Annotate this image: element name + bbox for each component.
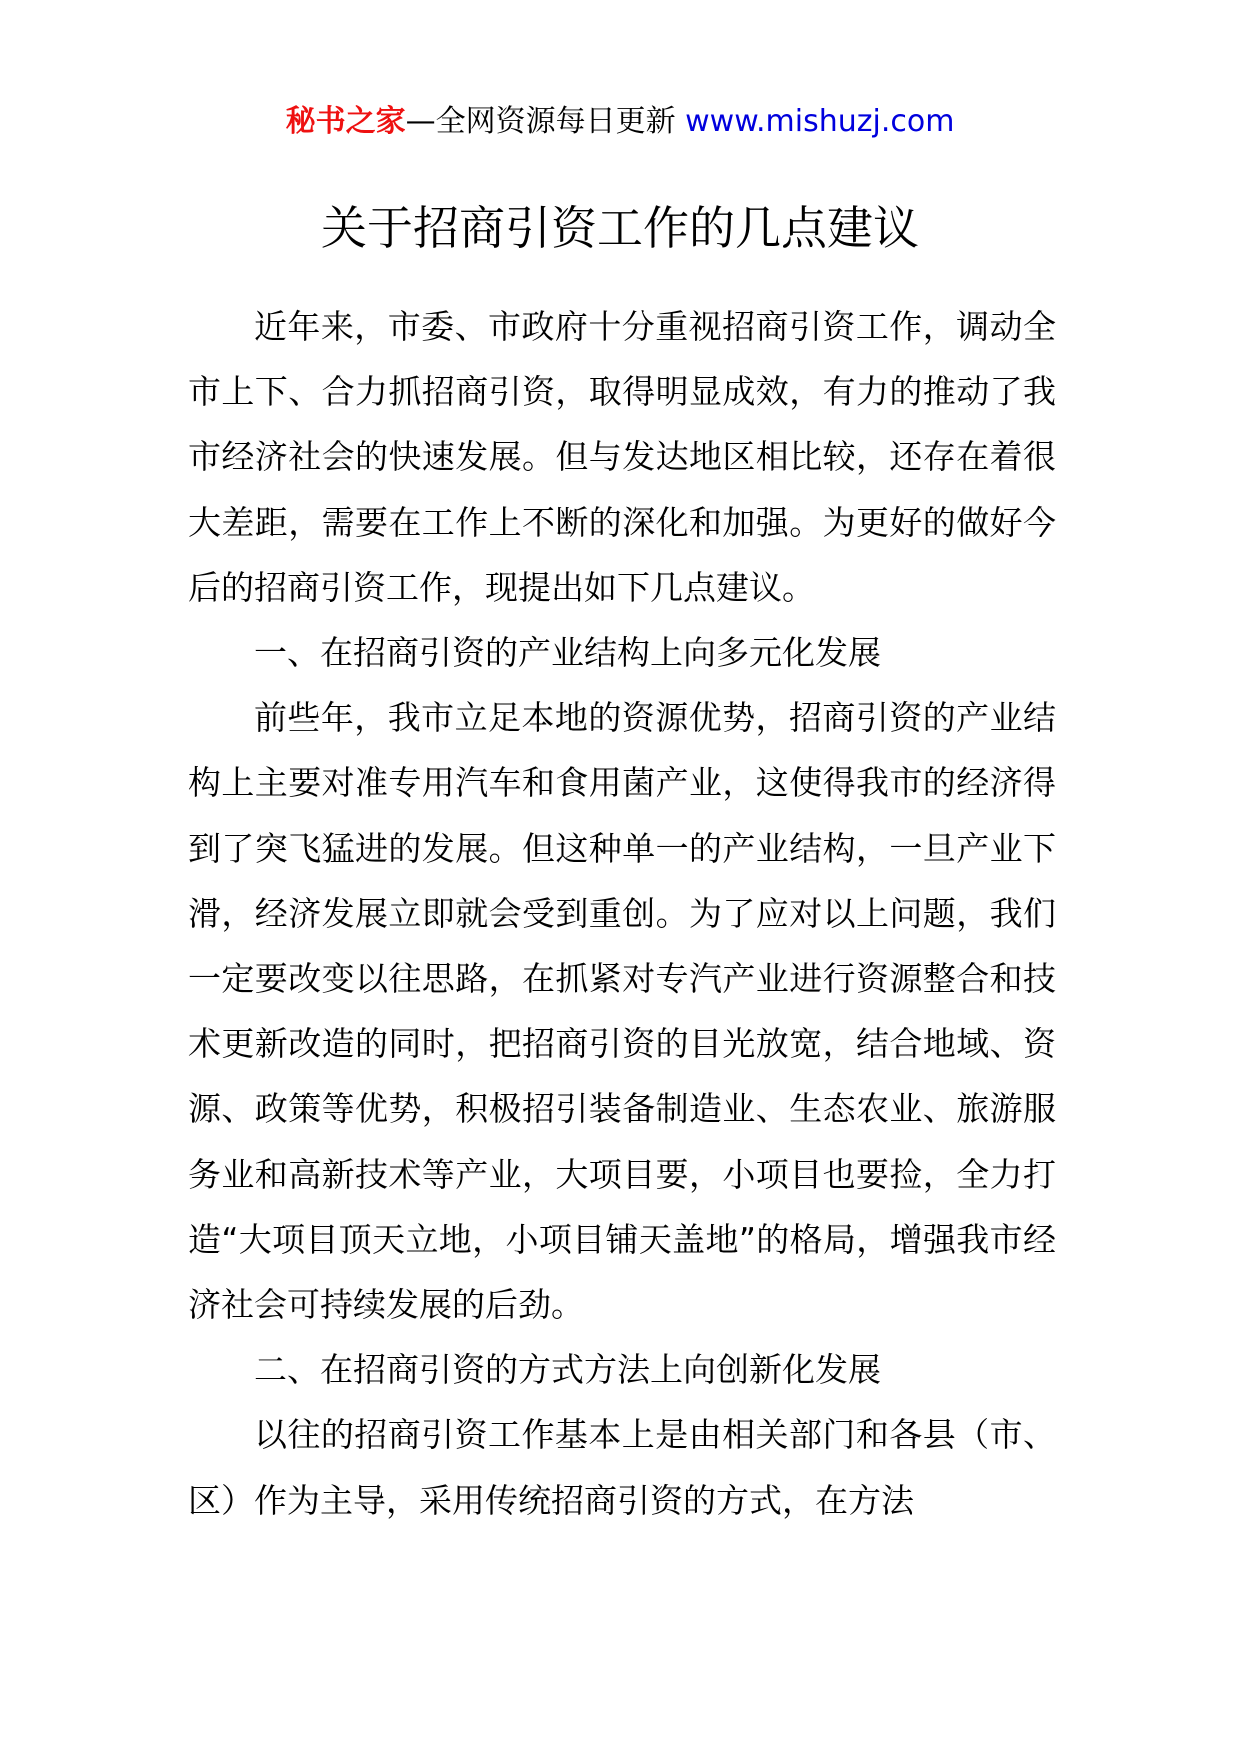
site-slogan: —全网资源每日更新 [405, 104, 676, 139]
site-url-link[interactable]: www.mishuzj.com [685, 104, 955, 139]
site-banner [0, 102, 1240, 142]
section-2-paragraph: 以往的招商引资工作基本上是由相关部门和各县（市、区）作为主导，采用传统招商引资的方式，在方法 [188, 1415, 1056, 1520]
section-1-paragraph: 前些年，我市立足本地的资源优势，招商引资的产业结构上主要对准专用汽车和食用菌产业，这使得我市的经济得到了突飞猛进的发展。但这种单一的产业结构，一旦产业下滑，经济发展立即就会受到重创。为了应对以上问题，我们一定要改变以往思路，在抓紧对专汽产业进行资源整合和技术更新改造的同时，把招商引资的目光放宽，结合地域、资源、政策等优势，积极招引装备制造业、生态农业、旅游服务业和高新技术等产业，大项目要，小项目也要捡，全力打造“大项目顶天立地，小项目铺天盖地”的格局，增强我市经济社会可持续发展的后劲。 [188, 698, 1056, 1325]
site-brand: 秘书之家 [285, 104, 406, 139]
document-body [188, 294, 1056, 1533]
section-heading-2: 二、在招商引资的方式方法上向创新化发展 [254, 1350, 881, 1390]
document-title: 关于招商引资工作的几点建议 [321, 201, 919, 255]
section-heading-1: 一、在招商引资的产业结构上向多元化发展 [254, 633, 881, 673]
intro-paragraph: 近年来，市委、市政府十分重视招商引资工作，调动全市上下、合力抓招商引资，取得明显成效，有力的推动了我市经济社会的快速发展。但与发达地区相比较，还存在着很大差距，需要在工作上不断的深化和加强。为更好的做好今后的招商引资工作，现提出如下几点建议。 [188, 307, 1056, 607]
